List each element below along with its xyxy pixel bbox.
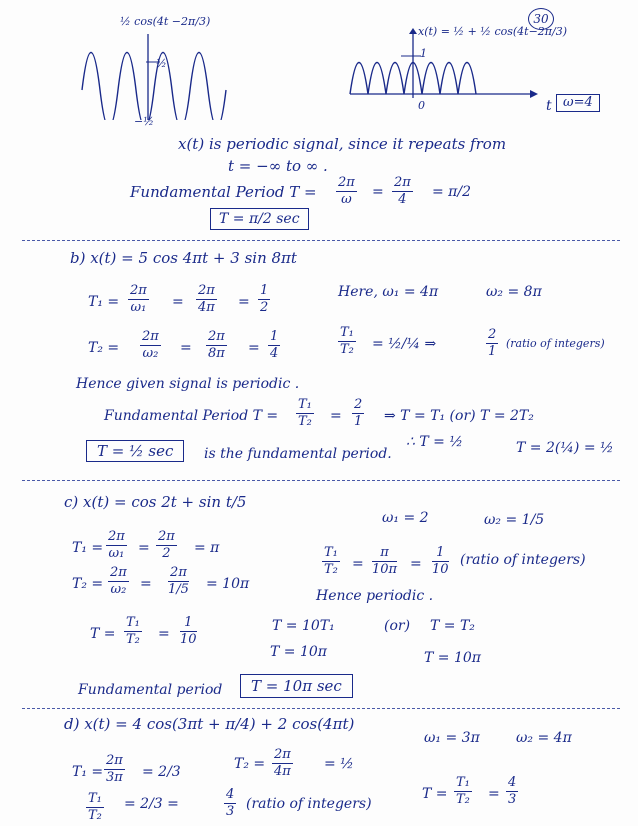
c-t2-lhs: T₂ = — [72, 576, 104, 592]
left-plot-bottom-mark: −½ — [134, 115, 154, 128]
b-hence: Hence given signal is periodic . — [76, 376, 300, 392]
part-c-header: c) x(t) = cos 2t + sin t/5 — [64, 493, 247, 511]
b-fund-result-frac: $\frac{2}{1}$ — [354, 397, 363, 429]
b-t1-frac-2: $\frac{2\pi}{4\pi}$ — [198, 283, 215, 315]
left-cosine-plot — [80, 30, 230, 120]
c-t-eq2: T = T₂ — [430, 618, 475, 634]
c-t2-frac-1: $\frac{2\pi}{\text{ω₂}}$ — [110, 565, 127, 597]
c-t1-lhs: T₁ = — [72, 540, 104, 556]
c-ratio-eq-2: = — [410, 556, 422, 572]
d-t2-lhs: T₂ = — [234, 756, 266, 772]
top-fraction-1: $\frac{2\pi}{\omega}$ — [338, 175, 355, 207]
d-t1-lhs: T₁ = — [72, 764, 104, 780]
d-t2-frac: $\frac{2\pi}{4\pi}$ — [274, 747, 291, 779]
omega-box: ω=4 — [556, 94, 600, 112]
d-ratio-frac: $\frac{\text{T₁}}{\text{T₂}}$ — [88, 791, 102, 823]
right-shifted-cosine-plot — [345, 28, 545, 108]
d-ratio-result: $\frac{4}{3}$ — [226, 787, 235, 819]
c-t1-res: = π — [194, 540, 220, 556]
divider-2 — [22, 480, 620, 481]
c-t-eq3: T = 10π — [270, 644, 327, 660]
d-t1-res: = 2/3 — [142, 764, 181, 780]
c-w1: ω₁ = 2 — [382, 510, 429, 526]
d-t-result: $\frac{4}{3}$ — [508, 775, 517, 807]
c-t-eq1: T = 10T₁ — [272, 618, 335, 634]
right-plot-one: 1 — [420, 47, 427, 60]
b-t1-frac-3: $\frac{1}{2}$ — [260, 283, 269, 315]
c-t2-res: = 10π — [206, 576, 250, 592]
c-ratio-frac-3: $\frac{1}{10}$ — [432, 545, 449, 577]
b-ratio-note: (ratio of integers) — [506, 337, 605, 350]
c-w2: ω₂ = 1/5 — [484, 512, 545, 528]
d-t-eq: = — [488, 786, 500, 802]
right-plot-zero: 0 — [418, 99, 425, 112]
b-t1-frac-1: $\frac{2\pi}{\text{ω₁}}$ — [130, 283, 147, 315]
c-ratio-frac-2: $\frac{\pi}{10\pi}$ — [372, 545, 398, 577]
d-t-lhs: T = — [422, 786, 448, 802]
d-t-frac: $\frac{\text{T₁}}{\text{T₂}}$ — [456, 775, 470, 807]
periodic-statement-line1: x(t) is periodic signal, since it repeats from — [178, 135, 507, 153]
c-t1-eq: = — [138, 540, 150, 556]
d-ratio-note: (ratio of integers) — [246, 796, 372, 812]
top-boxed-result: T = π/2 sec — [210, 208, 309, 230]
b-fund-frac: $\frac{\text{T₁}}{\text{T₂}}$ — [298, 397, 312, 429]
top-fraction-2: $\frac{2\pi}{4}$ — [394, 175, 411, 207]
b-therefore: ∴ T = ½ — [406, 434, 463, 450]
c-t-frac-2: $\frac{1}{10}$ — [180, 615, 197, 647]
left-plot-top-mark: ½ — [156, 57, 167, 70]
c-t2-frac-2: $\frac{2\pi}{1/5}$ — [168, 565, 189, 597]
periodic-statement-line2: t = −∞ to ∞ . — [228, 157, 328, 175]
b-here-w1: Here, ω₁ = 4π — [338, 284, 439, 300]
b-boxed-result: T = ½ sec — [86, 440, 184, 462]
part-b-header: b) x(t) = 5 cos 4πt + 3 sin 8πt — [70, 249, 297, 267]
c-t-or: (or) — [384, 618, 411, 634]
part-d-header: d) x(t) = 4 cos(3πt + π/4) + 2 cos(4πt) — [64, 715, 355, 733]
d-ratio-mid: = 2/3 = — [124, 796, 179, 812]
b-fund-label: Fundamental Period T = — [104, 408, 279, 424]
b-ratio-result: $\frac{2}{1}$ — [488, 327, 497, 359]
c-boxed-result: T = 10π sec — [240, 674, 353, 698]
c-fund-label: Fundamental period — [78, 682, 223, 698]
right-plot-label: x(t) = ½ + ½ cos(4t−2π/3) — [418, 25, 568, 38]
d-t2-res: = ½ — [324, 756, 354, 772]
c-ratio-eq-1: = — [352, 556, 364, 572]
b-t2-eq-2: = — [248, 340, 260, 356]
c-t-eq4: T = 10π — [424, 650, 481, 666]
fundamental-period-label: Fundamental Period T = — [130, 183, 317, 201]
b-t2-frac-3: $\frac{1}{4}$ — [270, 329, 279, 361]
c-t1-frac-2: $\frac{2\pi}{2}$ — [158, 529, 175, 561]
b-t2-eq-1: = — [180, 340, 192, 356]
b-t2-lhs: T₂ = — [88, 340, 120, 356]
b-t1-eq-2: = — [238, 294, 250, 310]
page-number: 30 — [528, 8, 554, 30]
b-ratio-mid: = ½/¼ ⇒ — [372, 336, 437, 352]
c-t1-frac-1: $\frac{2\pi}{\text{ω₁}}$ — [108, 529, 125, 561]
right-plot-t: t — [546, 98, 552, 114]
b-t1-lhs: T₁ = — [88, 294, 120, 310]
top-result: = π/2 — [432, 184, 472, 200]
b-fund-eq: = — [330, 408, 342, 424]
d-w2: ω₂ = 4π — [516, 730, 572, 746]
d-t1-frac: $\frac{2\pi}{3\pi}$ — [106, 753, 123, 785]
left-plot-label: ½ cos(4t −2π/3) — [120, 15, 211, 28]
d-w1: ω₁ = 3π — [424, 730, 480, 746]
b-t1-eq-1: = — [172, 294, 184, 310]
c-ratio-note: (ratio of integers) — [460, 552, 586, 568]
b-t2-frac-1: $\frac{2\pi}{\text{ω₂}}$ — [142, 329, 159, 361]
c-t-frac-1: $\frac{\text{T₁}}{\text{T₂}}$ — [126, 615, 140, 647]
c-t2-eq: = — [140, 576, 152, 592]
b-ratio-frac: $\frac{\text{T₁}}{\text{T₂}}$ — [340, 325, 354, 357]
b-w2: ω₂ = 8π — [486, 284, 542, 300]
b-fund-sentence: is the fundamental period. — [204, 446, 392, 462]
divider-3 — [22, 708, 620, 709]
c-t-lhs: T = — [90, 626, 116, 642]
top-eq-1: = — [372, 184, 384, 200]
divider-1 — [22, 240, 620, 241]
b-alt: T = 2(¼) = ½ — [516, 440, 614, 456]
b-t2-frac-2: $\frac{2\pi}{8\pi}$ — [208, 329, 225, 361]
c-hence: Hence periodic . — [316, 588, 434, 604]
c-t-eq: = — [158, 626, 170, 642]
b-fund-tail: ⇒ T = T₁ (or) T = 2T₂ — [384, 408, 534, 424]
c-ratio-frac-1: $\frac{\text{T₁}}{\text{T₂}}$ — [324, 545, 338, 577]
